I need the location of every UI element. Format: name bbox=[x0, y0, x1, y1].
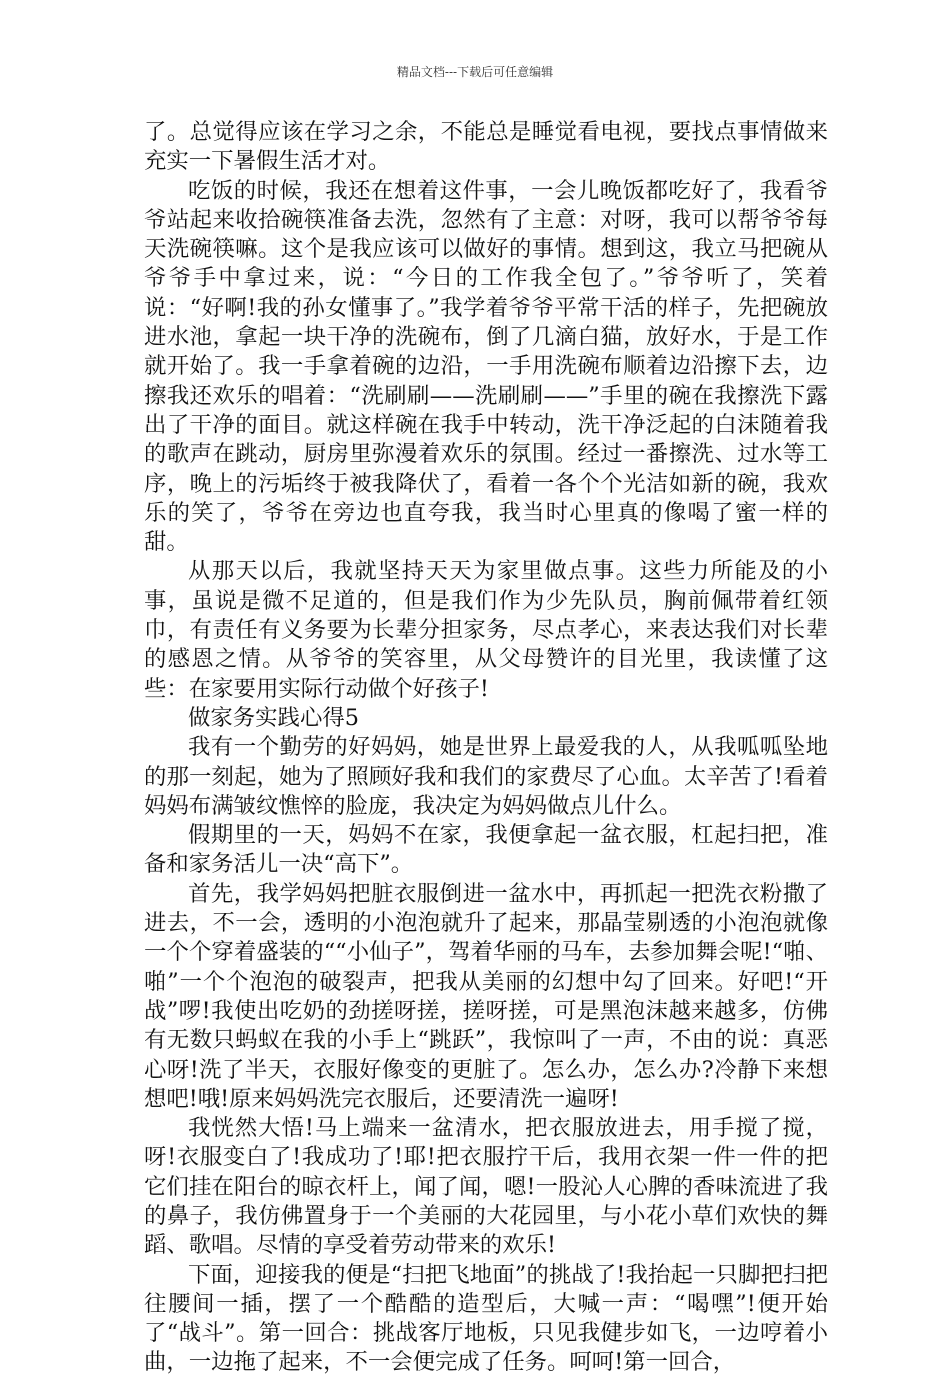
paragraph-7: 我恍然大悟!马上端来一盆清水，把衣服放进去，用手搅了搅，呀!衣服变白了!我成功了!耶!把衣服拧干后，我用衣架一件一件的把它们挂在阳台的晾衣杆上，闻了闻，嗯!一股沁人心脾的香味流进了我的鼻子，我仿佛置身于一个美丽的大花园里，与小花小草们欢快的舞蹈、歌唱。尽情的享受着劳动带来的欢乐! bbox=[144, 1115, 828, 1259]
paragraph-1: 了。总觉得应该在学习之余，不能总是睡觉看电视，要找点事情做来充实一下暑假生活才对。 bbox=[144, 119, 828, 175]
page-header: 精品文档---下载后可任意编辑 bbox=[396, 65, 554, 79]
section-heading: 做家务实践心得5 bbox=[188, 704, 359, 731]
paragraph-6: 首先，我学妈妈把脏衣服倒进一盆水中，再抓起一把洗衣粉撒了进去，不一会，透明的小泡泡就升了起来，那晶莹剔透的小泡泡就像一个个穿着盛装的““小仙子”，驾着华丽的马车，去参加舞会呢!“啪、啪”一个个泡泡的破裂声，把我从美丽的幻想中勾了回来。好吧!“开战”啰!我使出吃奶的劲搓呀搓，搓呀搓，可是黑泡沫越来越多，仿佛有无数只蚂蚁在我的小手上“跳跃”，我惊叫了一声，不由的说：真恶心呀!洗了半天，衣服好像变的更脏了。怎么办，怎么办?冷静下来想想吧!哦!原来妈妈洗完衣服后，还要清洗一遍呀! bbox=[144, 880, 828, 1112]
paragraph-3: 从那天以后，我就坚持天天为家里做点事。这些力所能及的小事，虽说是微不足道的，但是我们作为少先队员，胸前佩带着红领巾，有责任有义务要为长辈分担家务，尽点孝心，来表达我们对长辈的感恩之情。从爷爷的笑容里，从父母赞许的目光里，我读懂了这些：在家要用实际行动做个好孩子! bbox=[144, 558, 828, 702]
paragraph-5: 假期里的一天，妈妈不在家，我便拿起一盆衣服，杠起扫把，准备和家务活儿一决“高下”。 bbox=[144, 822, 828, 878]
paragraph-4: 我有一个勤劳的好妈妈，她是世界上最爱我的人，从我呱呱坠地的那一刻起，她为了照顾好我和我们的家费尽了心血。太辛苦了!看着妈妈布满皱纹憔悴的脸庞，我决定为妈妈做点儿什么。 bbox=[144, 734, 828, 819]
paragraph-8: 下面，迎接我的便是“扫把飞地面”的挑战了!我抬起一只脚把扫把往腰间一插，摆了一个酷酷的造型后，大喊一声：“喝嘿”!便开始了“战斗”。第一回合：挑战客厅地板，只见我健步如飞，一边哼着小曲，一边拖了起来，不一会便完成了任务。呵呵!第一回合， bbox=[144, 1261, 828, 1376]
document-body bbox=[144, 118, 828, 1378]
paragraph-2: 吃饭的时候，我还在想着这件事，一会儿晚饭都吃好了，我看爷爷站起来收拾碗筷准备去洗，忽然有了主意：对呀，我可以帮爷爷每天洗碗筷嘛。这个是我应该可以做好的事情。想到这，我立马把碗从爷爷手中拿过来，说：“今日的工作我全包了。”爷爷听了，笑着说：“好啊!我的孙女懂事了。”我学着爷爷平常干活的样子，先把碗放进水池，拿起一块干净的洗碗布，倒了几滴白猫，放好水，于是工作就开始了。我一手拿着碗的边沿，一手用洗碗布顺着边沿擦下去，边擦我还欢乐的唱着：“洗刷刷——洗刷刷——”手里的碗在我擦洗下露出了干净的面目。就这样碗在我手中转动，洗干净泛起的白沫随着我的歌声在跳动，厨房里弥漫着欢乐的氛围。经过一番擦洗、过水等工序，晚上的污垢终于被我降伏了，看着一各个个光洁如新的碗，我欢乐的笑了，爷爷在旁边也直夸我，我当时心里真的像喝了蜜一样的甜。 bbox=[144, 177, 828, 556]
